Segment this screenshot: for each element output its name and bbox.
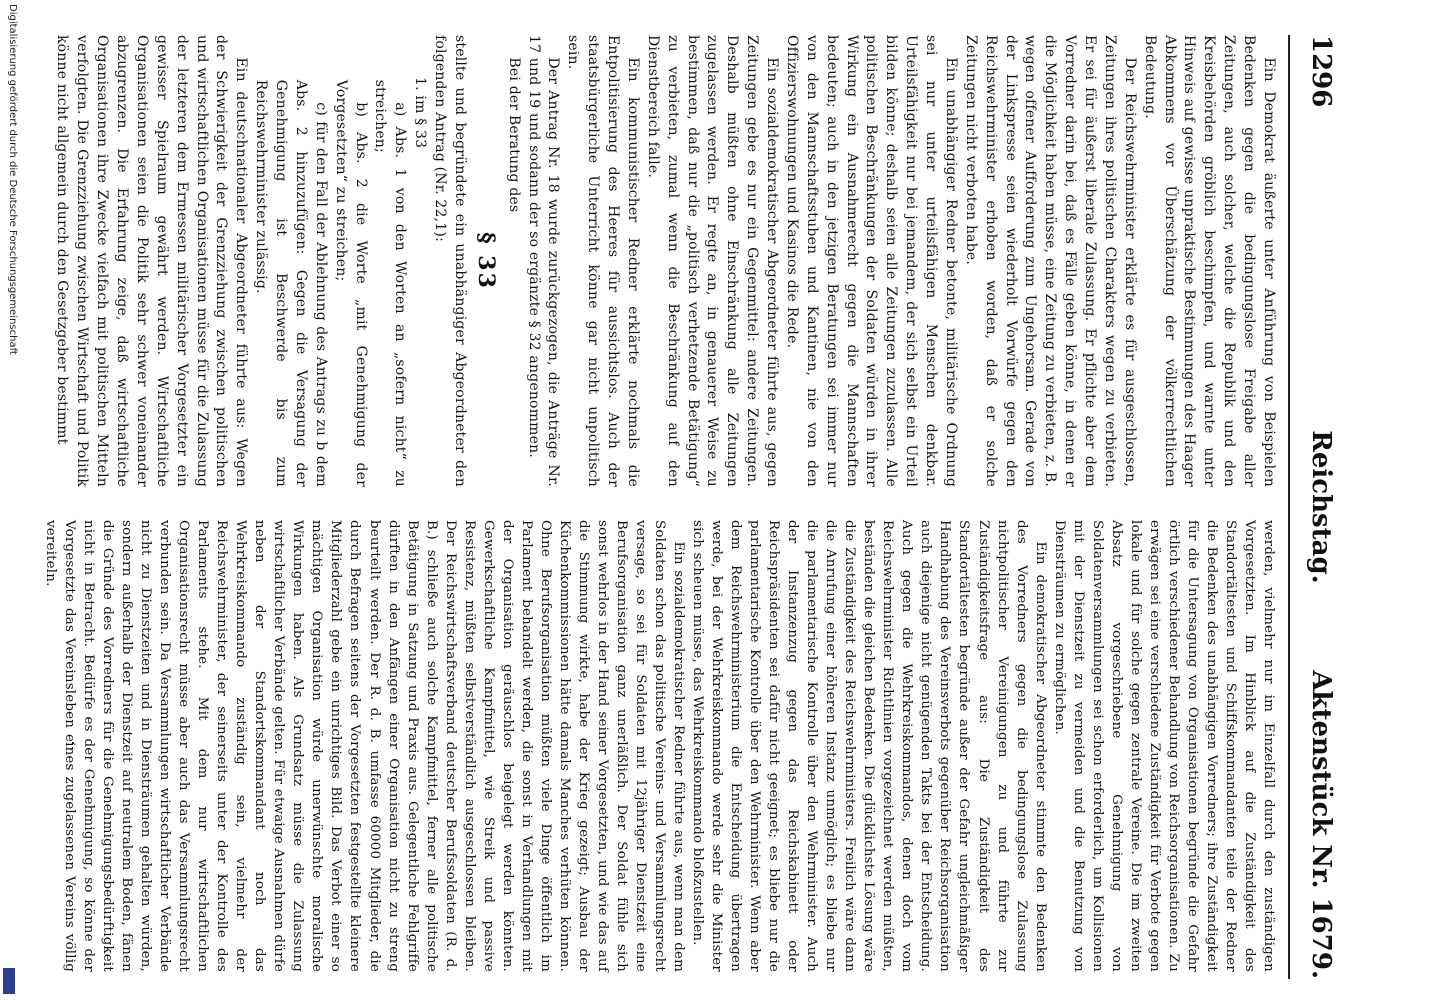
- paragraph: Bei der Beratung des: [505, 57, 522, 213]
- amendment-item: b) Abs. 2 die Worte „mit Genehmigung der Vorgesetzten“ zu streichen;: [332, 79, 369, 487]
- page-number: 1296: [1306, 35, 1336, 108]
- digitization-note-text: Digitalisierung gefördert durch die Deutsche Forschungsgemeinschaft: [7, 4, 18, 355]
- paragraph: Der Reichswehrminister erklärte es für ausgeschlossen, Zeitungen ihres politischen Charakters wegen zu verbieten. Er sei für äußerst liberale Zulassung. Er pflichte aber dem Vorredner darin bei, daß es Fälle geben könne, in denen er die Möglichkeit haben müsse, eine Zeitung zu verbieten, z. B. wegen offener Aufforderung zum Ungehorsam. Gerade von der Linkspresse seien wiederholt Vorwürfe gegen den Reichswehrminister erhoben worden, daß er solche Zeitungen nicht verboten habe.: [962, 35, 1138, 487]
- rotated-page-content: [28, 15, 1348, 999]
- page-header: [1288, 35, 1336, 979]
- paragraph: Ein demokratischer Abgeordneter stimmte den Bedenken des Vorredners gegen die bedingungslose Zulassung nichtpolitischer Vereinigungen zu und führte zur Zuständigkeitsfrage aus: Die Zuständigkeit des Standortältesten begründe außer der Gefahr ungleichmäßiger Handhabung des Vereinsverbots gegenüber Reichsorganisation auch diejenige nicht genügenden Takts bei der Entscheidung. Auch gegen die Wehrkreiskommandos, denen doch vom Reichswehrminister Richtlinien vorgezeichnet werden müßten, beständen die gleichen Bedenken. Die glücklichste Lösung wäre die Zuständigkeit des Reichswehrministers. Freilich wäre dann die Anrufung einer höheren Instanz unmöglich; es bliebe nur die parlamentarische Kontrolle über den Wehrminister. Auch der Instanzenzug gegen das Reichskabinett oder Reichspräsidenten sei dafür nicht geeignet; es bliebe nur die parlamentarische Kontrolle über den Wehrminister. Wenn aber dem Reichswehrministerium die Entscheidung übertragen werde, bei der Wehrkreiskommando werde sehr die Minister sich scheuen müsse, das Wehrkreiskommando bloßzustellen.: [690, 520, 1048, 972]
- amendment-item: a) Abs. 1 von den Worten an „sofern nicht“ zu streichen;: [372, 79, 409, 487]
- amendment-item: c) für den Fall der Ablehnung des Antrags zu b dem Abs. 2 hinzuzufügen: Gegen die Versagung der Genehmigung ist Beschwerde bis zum Reichswehrminister zulässig.: [253, 79, 329, 487]
- paragraph: Ein kommunistischer Redner erklärte nochmals die Entpolitisierung des Heeres für aussichtslos. Auch der staatsbürgerliche Unterricht könne gar nicht unpolitisch sein.: [565, 35, 641, 487]
- header-title: Reichstag.: [1306, 430, 1336, 584]
- paragraph: Der Antrag Nr. 18 wurde zurückgezogen, die Anträge Nr. 17 und 19 und sodann der so ergänzte § 32 angenommen.: [525, 35, 562, 487]
- section-heading: § 33: [472, 232, 499, 290]
- paragraph: Ein Demokrat äußerte unter Anführung von Beispielen Bedenken gegen die bedingungslose Freigabe aller Zeitungen, auch solcher, welche die Republik und den Kreisbehörden gröblich beschimpfen, und warnte unter Hinweis auf gewisse unpraktische Bestimmungen des Haager Abkommens vor Überschätzung der völkerrechtlichen Bedeutung.: [1141, 35, 1277, 487]
- header-rule: [1288, 35, 1290, 979]
- paragraph: Ein unabhängiger Redner betonte, militärische Ordnung sei nur unter urteilsfähigen Menschen denkbar. Urteilsfähigkeit nur bei jemandem, der sich selbst ein Urteil bilden könne; deshalb seien alle Zeitungen zuzulassen. Alle politischen Beschränkungen der Soldaten würden in ihrer Wirkung ein Ausnahmerecht gegen die Mannschaften bedeuten; auch in den jetzigen Beratungen sei immer nur von den Mannschaftsstuben und Kantinen, nie von den Offizierswohnungen und Kasinos die Rede.: [784, 35, 959, 487]
- right-column: [41, 520, 1278, 972]
- left-column: [52, 35, 1278, 487]
- paragraph: Ein sozialdemokratischer Redner führte aus, wenn man dem Soldaten schon das politische Vereins- und Versammlungsrecht versage, so sei für Soldaten mit 12jähriger Dienstzeit eine Berufsorganisation ganz unerläßlich. Der Soldat fühle sich sonst wehrlos in der Hand seiner Vorgesetzten, und wie das auf die Stimmung wirkte, habe der Krieg gezeigt; Ausbau der Küchenkommissionen hätte damals Manches verhüten können. Ohne Berufsorganisation müßten viele Dinge öffentlich im Parlament behandelt werden, die sonst in Verhandlungen mit der Organisation geräuschlos beigelegt werden könnten. Gewerkschaftliche Kampfmittel, wie Streik und passive Resistenz, müßten selbstverständlich ausgeschlossen bleiben. Der Reichswirtschaftsverband deutscher Berufssoldaten (R. d. B.) schließe auch solche Kampfmittel, ferner alle politische Betätigung in Satzung und Praxis aus. Gelegentliche Fehlgriffe dürften in den Anfängen einer Organisation nicht zu streng beurteilt werden. Der R. d. B. umfasse 60000 Mitglieder, die durch Befragen seitens der Vorgesetzten festgestellte kleinere Mitgliederzahl gebe ein unrichtiges Bild. Das Verbot einer so mächtigen Organisation würde unerwünschte moralische Wirkungen haben. Als Grundsatz müsse die Zulassung wirtschaftlicher Verbände gelten. Für etwaige Ausnahmen dürfe neben der Standortskommandant noch das Wehrkreiskommando zuständig sein, vielmehr der Reichswehrminister, der seinerseits unter der Kontrolle des Parlaments stehe. Mit dem nur wirtschaftlichen Organisationsrecht müsse aber auch das Versammlungsrecht verbunden sein. Da Versammlungen wirtschaftlicher Verbände nicht zu Dienstzeiten und in Diensträumen gehalten würden, sondern außerhalb der Dienstzeit auf neutralem Boden, fänen die Gründe des Vorredners für die Genehmigungsbedürftigkeit nicht in Betracht. Bedürfe es der Genehmigung, so könne der Vorgesetzte das Vereinsleben eines zugelassenen Vereins völlig vereiteln.: [43, 520, 687, 972]
- digitization-note: [0, 0, 18, 1000]
- amendment-item: 1. im § 33: [412, 76, 429, 149]
- paragraph: Ein deutschnationaler Abgeordneter führte aus: Wegen der Schwierigkeit der Grenzziehung zwischen politischen und wirtschaftlichen Organisationen müsse für die Zulassung der letzteren dem Ermessen militärischer Vorgesetzter ein gewisser Spielraum gewährt werden. Wirtschaftliche Organisationen seien die Politik sehr schwer voneinander abzugrenzen. Die Erfahrung zeige, daß wirtschaftliche Organisationen ihre Zwecke vielfach mit politischen Mitteln verfolgten. Die Grenzziehung zwischen Wirtschaft und Politik könne nicht allgemein durch den Gesetzgeber bestimmt: [54, 35, 250, 487]
- paragraph: werden, vielmehr nur im Einzelfall durch den zuständigen Vorgesetzten. Im Hinblick auf die Zuständigkeit des Standortältesten und Schiffskommandanten teile der Redner die Bedenken des unabhängigen Vorredners; ihre Zuständigkeit für die Untersagung von Organisationen begründe die Gefahr örtlich verschiedener Behandlung von Reichsorganisationen. Zu erwägen sei eine verschiedene Zuständigkeit für Verbote gegen lokale und für solche gegen zentrale Vereine. Die im zweiten Absatz vorgeschriebene Genehmigung von Soldatenversammlungen sei schon erforderlich, um Kollisionen mit der Dienstzeit zu vermeiden und die Benutzung von Diensträumen zu ermöglichen.: [1051, 520, 1276, 972]
- section-intro: stellte und begründete ein unabhängiger Abgeordneter den folgenden Antrag (Nr. 22,1):: [432, 35, 468, 487]
- dfg-logo-icon: [3, 968, 15, 994]
- document-number: Aktenstück Nr. 1679.: [1306, 670, 1336, 979]
- paragraph: Ein sozialdemokratischer Abgeordneter führte aus, gegen Zeitungen gebe es nur ein Gegenmittel: andere Zeitungen. Deshalb müßten ohne Einschränkung alle Zeitungen zugelassen werden. Er regte an, in genauerer Weise zu bestimmen, daß nur die „politisch verhetzende Betätigung“ zu verbieten, zumal wenn die Beschränkung auf den Dienstbereich falle.: [644, 35, 781, 487]
